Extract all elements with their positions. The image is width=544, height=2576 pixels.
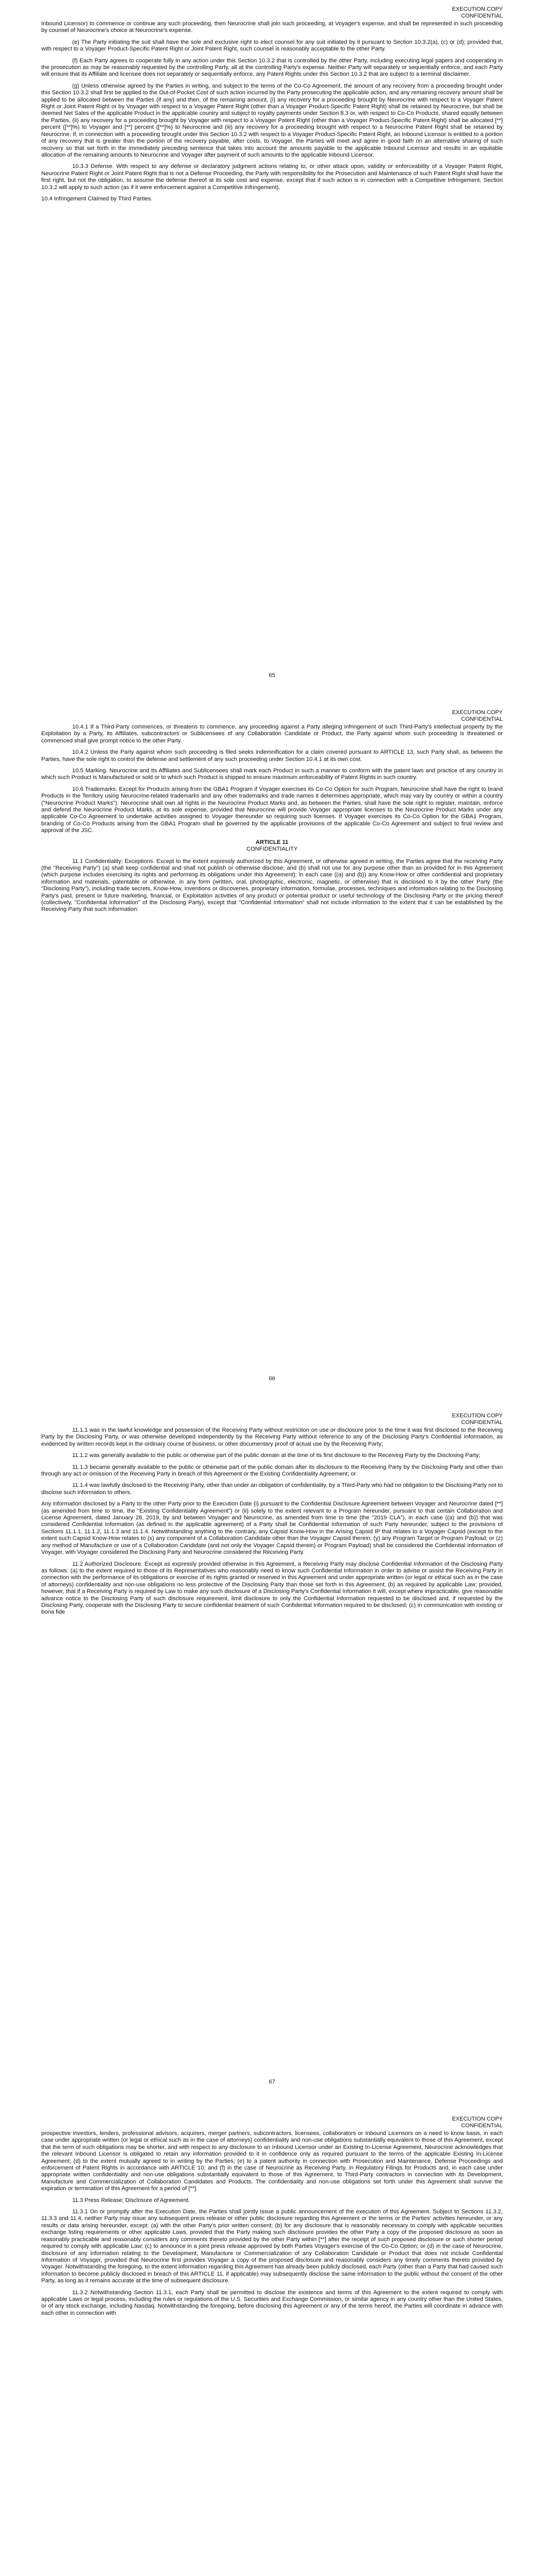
header-execution-copy: EXECUTION COPY (452, 709, 503, 716)
header-confidential: CONFIDENTIAL (461, 13, 503, 19)
paragraph: 11.1.4 was lawfully disclosed to the Receiving Party, other than under an obligation of confidentiality, by a Third-Party who had no obligation to the Disclosing Party not to disclose such information to others. (41, 1482, 503, 1496)
header-confidential: CONFIDENTIAL (461, 2123, 503, 2129)
paragraph: prospective investors, lenders, professional advisors, acquirers, merger partners, subcontractors, licensees, collaborators or Inbound Licensors on a need to know basis, in each case under appropriate written (or legal or ethical such as in the case of attorneys) confidentiality and non-use obligations substantially equivalent to those of this Agreement, except that the term of such obligations may be shorter, and with respect to any disclosure to an Inbound Licensor under an Existing In-License Agreement, Neurocrine acknowledges that the relevant Inbound Licensor is obligated to retain any information provided to it in confidence only as required pursuant to the terms of the applicable Existing In-License Agreement; (d) to the extent mutually agreed to in writing by the Parties; (e) to a patent authority in connection with Prosecution and Maintenance, Defense Proceedings and enforcement of Patent Rights in accordance with ARTICLE 10; and (f) in the case of Neurocrine as Receiving Party, in Regulatory Filings for Products and, in each case under appropriate written confidentiality and non-use obligations substantially equivalent to those of this Agreement, to Third-Party contractors in connection with its Development, Manufacture and Commercialization of Collaboration Candidates and Products. The confidentiality and non-use obligations set forth under this Agreement shall survive the expiration or termination of this Agreement for a period of [**]. (41, 2130, 503, 2192)
paragraph: 10.4.2 Unless the Party against whom such proceeding is filed seeks indemnification for a claim covered pursuant to ARTICLE 13, such Party shall, as between the Parties, have the sole right to control the defense and settlement of any such proceeding under Section 10.4.1 at its own cost. (41, 749, 503, 762)
paragraph: 10.6 Trademarks. Except for Products arising from the GBA1 Program if Voyager exercises its Co-Co Option for such Program, Neurocrine shall have the right to brand Products in the Territory using Neurocrine-related trademarks and any other trademarks and trade names it determines appropriate, which may vary by country or within a country ("Neurocrine Product Marks"). Neurocrine shall own all rights in the Neurocrine Product Marks and, as between the Parties, shall have the sole right to register, maintain, enforce and defend the Neurocrine Product Marks, at its sole expense, provided that Neurocrine will provide Voyager appropriate licenses to the Neurocrine Product Marks under any applicable Co-Co Agreement to undertake activities assigned to Voyager thereunder so requiring such licenses. If Voyager exercises its Co-Co Option for the GBA1 Program, branding of Co-Co Products arising from the GBA1 Program shall be governed by the applicable provisions of the applicable Co-Co Agreement and subject to final review and approval of the JSC. (41, 786, 503, 834)
paragraph: (g) Unless otherwise agreed by the Parties in writing, and subject to the terms of the Co-Co Agreement, the amount of any recovery from a proceeding brought under this Section 10.3.2 shall first be applied to the Out-of-Pocket Cost of such action incurred by the Party prosecuting the applicable action, and any remaining recovery amount shall be applied to be allocated between the Parties (if any) and then, of the remaining amount, (i) any recovery for a proceeding brought by Neurocrine with respect to a Voyager Patent Right or Joint Patent Right or by Voyager with respect to a Voyager Patent Right (other than a Voyager Product-Specific Patent Right) shall be retained by Neurocrine, but shall be deemed Net Sales of the applicable Product in the applicable country and subject to royalty payments under Section 8.3 or, with respect to Co-Co Products, shared equally between the Parties, (ii) any recovery for a proceeding brought by Voyager with respect to a Voyager Patent Right (other than a Voyager Product-Specific Patent Right) shall be allocated [**] percent ([**]%) to Voyager and [**] percent ([**]%) to Neurocrine and (iii) any recovery for a proceeding brought with respect to a Neurocrine Patent Right shall be retained by Neurocrine. If, in connection with a proceeding brought under this Section 10.3.2 with respect to a Voyager Product-Specific Patent Right, an Inbound Licensor is entitled to a portion of any recovery that is greater than the portion of the recovery payable, after costs, to Voyager, the Parties will meet and agree in good faith on an alternative sharing of such recovery so that set forth in the immediately preceding sentence that takes into account the amounts payable to the applicable Inbound Licensor and results in an equitable allocation of the remaining amounts to Neurocrine and Voyager after payment of such amounts to the applicable Inbound Licensor. (41, 82, 503, 158)
page-body (41, 21, 503, 207)
page-number: 66 (269, 1376, 275, 1382)
paragraph: 11.3.2 Notwithstanding Section 11.3.1, each Party shall be permitted to disclose the existence and terms of this Agreement to the extent required to comply with applicable Laws or legal process, including the rules or regulations of the U.S. Securities and Exchange Commission, or similar agency in any country other than the United States, or of any stock exchange, including Nasdaq. Notwithstanding the foregoing, before disclosing this Agreement or any of the terms hereof, the Parties will coordinate in advance with each other in connection with (41, 2289, 503, 2316)
paragraph: (e) The Party initiating the suit shall have the sole and exclusive right to elect counsel for any suit initiated by it pursuant to Section 10.3.2(a), (c) or (d); provided that, with respect to a Voyager Product-Specific Patent Right or Joint Patent Right, such counsel is reasonably acceptable to the other Party. (41, 39, 503, 53)
header-execution-copy: EXECUTION COPY (452, 1413, 503, 1419)
article-subtitle: CONFIDENTIALITY (246, 846, 298, 853)
page-header (452, 1413, 503, 1426)
page-body (41, 2130, 503, 2321)
section-heading: 10.4 Infringement Claimed by Third Parties. (41, 195, 153, 202)
paragraph: 11.3.1 On or promptly after the Execution Date, the Parties shall jointly issue a public announcement of the execution of this Agreement. Subject to Sections 11.3.2, 11.3.3 and 11.4, neither Party may issue any subsequent press release or other public disclosure regarding this Agreement or the terms or the Parties' activities hereunder, or any results or data arising hereunder, except: (a) with the other Party's prior written consent; (b) for any disclosure that is reasonably necessary to comply with applicable securities exchange listing requirements or other applicable Laws, provided that the Party making such disclosure provides the other Party a copy of the proposed disclosure as soon as reasonably practicable and reasonably considers any comments thereto provided by the other Party within [**] after the receipt of such proposed disclosure or such shorter period required to comply with applicable Law; (c) to announce in a joint press release approved by both Parties Voyager's exercise of the Co-Co Option; or (d) in the case of Neurocrine, disclosure of any information relating to the Development, Manufacture or Commercialization of any Collaboration Candidate or Product that does not include Confidential Information of Voyager, provided that Neurocrine first provides Voyager a copy of the proposed disclosure and reasonably considers any timely comments thereto provided by Voyager. Notwithstanding the foregoing, to the extent information regarding this Agreement has already been publicly disclosed, each Party (other than a Party that had caused such information to become publicly disclosed in breach of this ARTICLE 11, if applicable) may subsequently disclose the same information to the public without the consent of the other Party, as long as it remains accurate at the time of subsequent disclosure. (41, 2209, 503, 2284)
document-page-4 (0, 2110, 544, 2576)
article-title: ARTICLE 11 (255, 839, 289, 845)
document-page-3 (0, 1406, 544, 2110)
document-page-1 (0, 0, 544, 703)
paragraph: 10.5 Marking. Neurocrine and its Affiliates and Sublicensees shall mark each Product in such a manner to conform with the patent laws and practice of any country in which such Product is Manufactured or sold or to which such Product is shipped to ensure maximum enforceability of Patent Rights in such country. (41, 768, 503, 781)
paragraph: 11.2 Authorized Disclosure. Except as expressly provided otherwise in this Agreement, a Receiving Party may disclose Confidential Information of the Disclosing Party as follows: (a) to the extent required to those of its Representatives who reasonably need to know such Confidential Information in order to advise or assist the Receiving Party in connection with the performance of its obligations or exercise of its rights granted or reserved in this Agreement and under appropriate written (or legal or ethical such as in the case of attorneys) confidentiality and non-use obligations no less protective of the Disclosing Party than those set forth in this Agreement; (b) as required by applicable Law; provided, however, that if a Receiving Party is required by Law to make any such disclosure of a Disclosing Party's Confidential Information it will, except where impracticable, give reasonable advance notice to the Disclosing Party of such disclosure requirement, limit disclosure to only the Confidential Information requested to be disclosed and, if requested by the Disclosing Party, cooperate with the Disclosing Party to secure confidential treatment of such Confidential Information required to be disclosed; (c) in communication with existing or bona fide (41, 1561, 503, 1616)
page-header (452, 709, 503, 723)
document-page-2 (0, 703, 544, 1406)
paragraph: 11.1.2 was generally available to the public or otherwise part of the public domain at the time of its first disclosure to the Receiving Party by the Disclosing Party; (72, 1452, 481, 1459)
page-body (41, 1427, 503, 1621)
page-number: 67 (269, 2079, 275, 2085)
header-confidential: CONFIDENTIAL (461, 716, 503, 722)
page-header (452, 6, 503, 20)
page-number: 65 (269, 672, 275, 679)
paragraph: (f) Each Party agrees to cooperate fully in any action under this Section 10.3.2 that is controlled by the other Party, including executing legal papers and cooperating in the prosecution as may be reasonably requested by the controlling Party, all at the controlling Party's expense. Neither Party will separately or sequentially enforce, and each Party will ensure that its Affiliate and licensee does not separately or sequentially enforce, any Patent Rights under this Section 10.3.2 that are subject to a terminal disclaimer. (41, 57, 503, 78)
paragraph: 10.3.3 Defense. With respect to any defense or declaratory judgment actions relating to, or other attack upon, validity or enforceability of a Voyager Patent Right, Neurocrine Patent Right or Joint Patent Right that is not a Defense Proceeding, the Party with responsibility for the Prosecution and Maintenance of such Patent Right shall have the first right, but not the obligation, to assume the defense thereof at its sole cost and expense, except that if such action is in connection with a Competitive Infringement, Section 10.3.2 will apply to such action (as if it were enforcement against a Competitive Infringement). (41, 163, 503, 191)
page-header (452, 2116, 503, 2129)
header-confidential: CONFIDENTIAL (461, 1419, 503, 1426)
paragraph: Inbound Licensor) to commence or continue any such proceeding, then Neurocrine shall join such proceeding, at Voyager's expense, and shall be represented in such proceeding by counsel of Neurocrine's choice at Neurocrine's expense. (41, 21, 503, 34)
paragraph: 10.4.1 If a Third-Party commences, or threatens to commence, any proceeding against a Party alleging infringement of such Third-Party's intellectual property by the Exploitation by a Party, its Affiliates, subcontractors or Sublicensees of any Collaboration Candidate or Product, the Party against whom such proceeding is threatened or commenced shall give prompt notice to the other Party. (41, 724, 503, 744)
section-heading: 11.3 Press Release; Disclosure of Agreement. (72, 2197, 190, 2204)
page-body (41, 724, 503, 918)
paragraph: 11.1 Confidentiality; Exceptions. Except to the extent expressly authorized by this Agreement, or otherwise agreed in writing, the Parties agree that the receiving Party (the "Receiving Party") (a) shall keep confidential and shall not publish or otherwise disclose; and (b) shall not use for any purpose other than as provided for in this Agreement (which purpose includes exercising its rights and performing its obligations under this Agreement); in each case ((a) and (b)) any Know-How or other confidential and proprietary information and materials, patentable or otherwise, in any form (written, oral, photographic, electronic, magnetic, or otherwise) that is disclosed to it by the other Party (the "Disclosing Party"), including trade secrets, Know-How, Inventions or discoveries, proprietary information, formulae, processes, techniques and information relating to the Disclosing Party's past, present or future marketing, financial, or Exploitation activities of any product or potential product or useful technology of the Disclosing Party or the pricing thereof (collectively, "Confidential Information" of the Disclosing Party), except that "Confidential Information" shall not include information to the extent that it can be established by the Receiving Party that such information: (41, 858, 503, 913)
paragraph: Any information disclosed by a Party to the other Party prior to the Execution Date (i) pursuant to the Confidential Disclosure Agreement between Voyager and Neurocrine dated [**] (as amended from time to time, the "Existing Confidentiality Agreement") or (ii) solely to the extent relevant to a Program hereunder, pursuant to that certain Collaboration and License Agreement, dated January 28, 2019, by and between Voyager and Neurocrine, as amended from time to time (the "2019 CLA"), in each case ((a) and (b)) that was considered Confidential Information (as defined in the applicable agreement) of a Party shall be Confidential Information of such Party hereunder, subject to the provisions of Sections 11.1.1, 11.1.2, 11.1.3 and 11.1.4. Notwithstanding anything to the contrary, any Capsid Know-How in the Arising Capsid IP that relates to a Voyager Capsid (except to the extent such Capsid Know-How relates to (x) any component of a Collaboration Candidate other than the Voyager Capsid therein; (y) any Program Target or Program Payload; or (z) any method of Manufacture or use of a Collaboration Candidate (and not only the Voyager Capsid therein) or Program Payload) shall be considered the Confidential Information of Voyager, with Voyager considered the Disclosing Party and Neurocrine considered the Receiving Party. (41, 1501, 503, 1556)
header-execution-copy: EXECUTION COPY (452, 6, 503, 12)
paragraph: 11.1.3 became generally available to the public or otherwise part of the public domain after its disclosure to the Receiving Party by the Disclosing Party and other than through any act or omission of the Receiving Party in breach of this Agreement or the Existing Confidentiality Agreement; or (41, 1464, 503, 1478)
paragraph: 11.1.1 was in the lawful knowledge and possession of the Receiving Party without restriction on use or disclosure prior to the time it was first disclosed to the Receiving Party by the Disclosing Party, or was otherwise developed independently by the Receiving Party without reference to any of the Disclosing Party's Confidential Information, as evidenced by written records kept in the ordinary course of business, or other documentary proof of actual use by the Receiving Party; (41, 1427, 503, 1447)
header-execution-copy: EXECUTION COPY (452, 2116, 503, 2122)
